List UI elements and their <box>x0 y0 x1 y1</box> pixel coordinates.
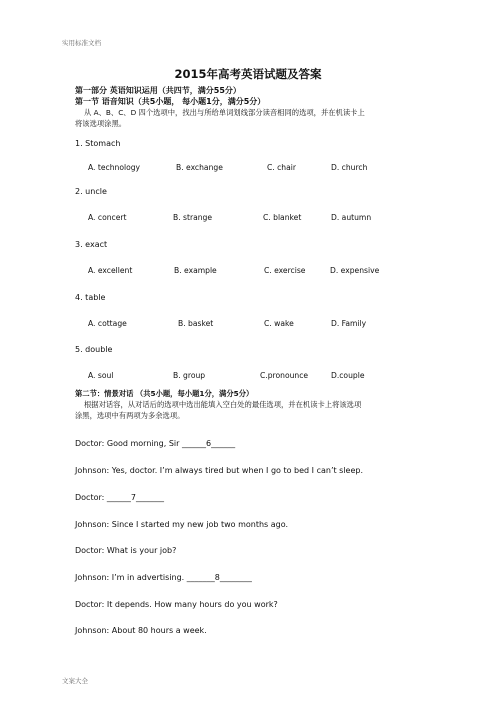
section2-instructions-line2: 涂黑，选项中有两项为多余选项。 <box>75 411 185 420</box>
page-footer: 文案大全 <box>62 677 88 685</box>
option-a: A. technology <box>88 163 141 172</box>
option-d: D. autumn <box>331 213 372 222</box>
option-a: A. soul <box>88 371 114 380</box>
dialogue-line: Doctor: Good morning, Sir ______6______ <box>75 439 236 448</box>
option-d: D. Family <box>331 319 367 328</box>
section1-instructions-line2: 将该选项涂黑。 <box>75 119 127 128</box>
option-d: D. expensive <box>330 266 380 275</box>
option-c: C. wake <box>264 319 294 328</box>
option-c: C. chair <box>267 163 297 172</box>
option-a: A. concert <box>88 213 127 222</box>
option-b: B. strange <box>173 213 213 222</box>
dialogue-line: Doctor: What is your job? <box>75 546 177 555</box>
option-b: B. example <box>174 266 217 275</box>
option-b: B. group <box>173 371 206 380</box>
option-b: B. basket <box>178 319 214 328</box>
page-title: 2015年高考英语试题及答案 <box>174 67 322 81</box>
question-stem: 1. Stomach <box>75 139 121 148</box>
part1-heading: 第一部分 英语知识运用（共四节，满分55分） <box>75 86 241 95</box>
dialogue-line: Johnson: Since I started my new job two months ago. <box>75 520 289 529</box>
question-stem: 2. uncle <box>75 187 107 196</box>
page-header: 实用标准文档 <box>62 39 101 47</box>
question-stem: 5. double <box>75 345 113 354</box>
dialogue-line: Johnson: About 80 hours a week. <box>75 626 207 635</box>
dialogue-line: Doctor: It depends. How many hours do you work? <box>75 600 278 609</box>
dialogue-line: Johnson: Yes, doctor. I’m always tired but when I go to bed I can’t sleep. <box>75 466 364 475</box>
option-c: C. exercise <box>264 266 306 275</box>
option-c: C.pronounce <box>260 371 309 380</box>
option-c: C. blanket <box>263 213 302 222</box>
section1-heading: 第一节 语音知识（共5小题， 每小题1分，满分5分） <box>75 97 266 106</box>
option-d: D. church <box>331 163 368 172</box>
option-a: A. excellent <box>88 266 133 275</box>
option-a: A. cottage <box>88 319 127 328</box>
section2-instructions-line1: 根据对话容，从对话后的选项中选出能填入空白处的最佳选项，并在机读卡上将该选项 <box>84 400 362 409</box>
section2-heading: 第二节：情景对话 （共5小题，每小题1分，满分5分） <box>75 389 254 398</box>
dialogue-line: Doctor: ______7_______ <box>75 493 164 502</box>
option-b: B. exchange <box>176 163 223 172</box>
question-stem: 4. table <box>75 293 106 302</box>
dialogue-line: Johnson: I’m in advertising. _______8________ <box>75 573 252 582</box>
option-d: D.couple <box>331 371 365 380</box>
section1-instructions-line1: 从 A、B、C、D 四个选项中，找出与所给单词划线部分读音相同的选项，并在机读卡上 <box>84 108 365 117</box>
question-stem: 3. exact <box>75 240 108 249</box>
